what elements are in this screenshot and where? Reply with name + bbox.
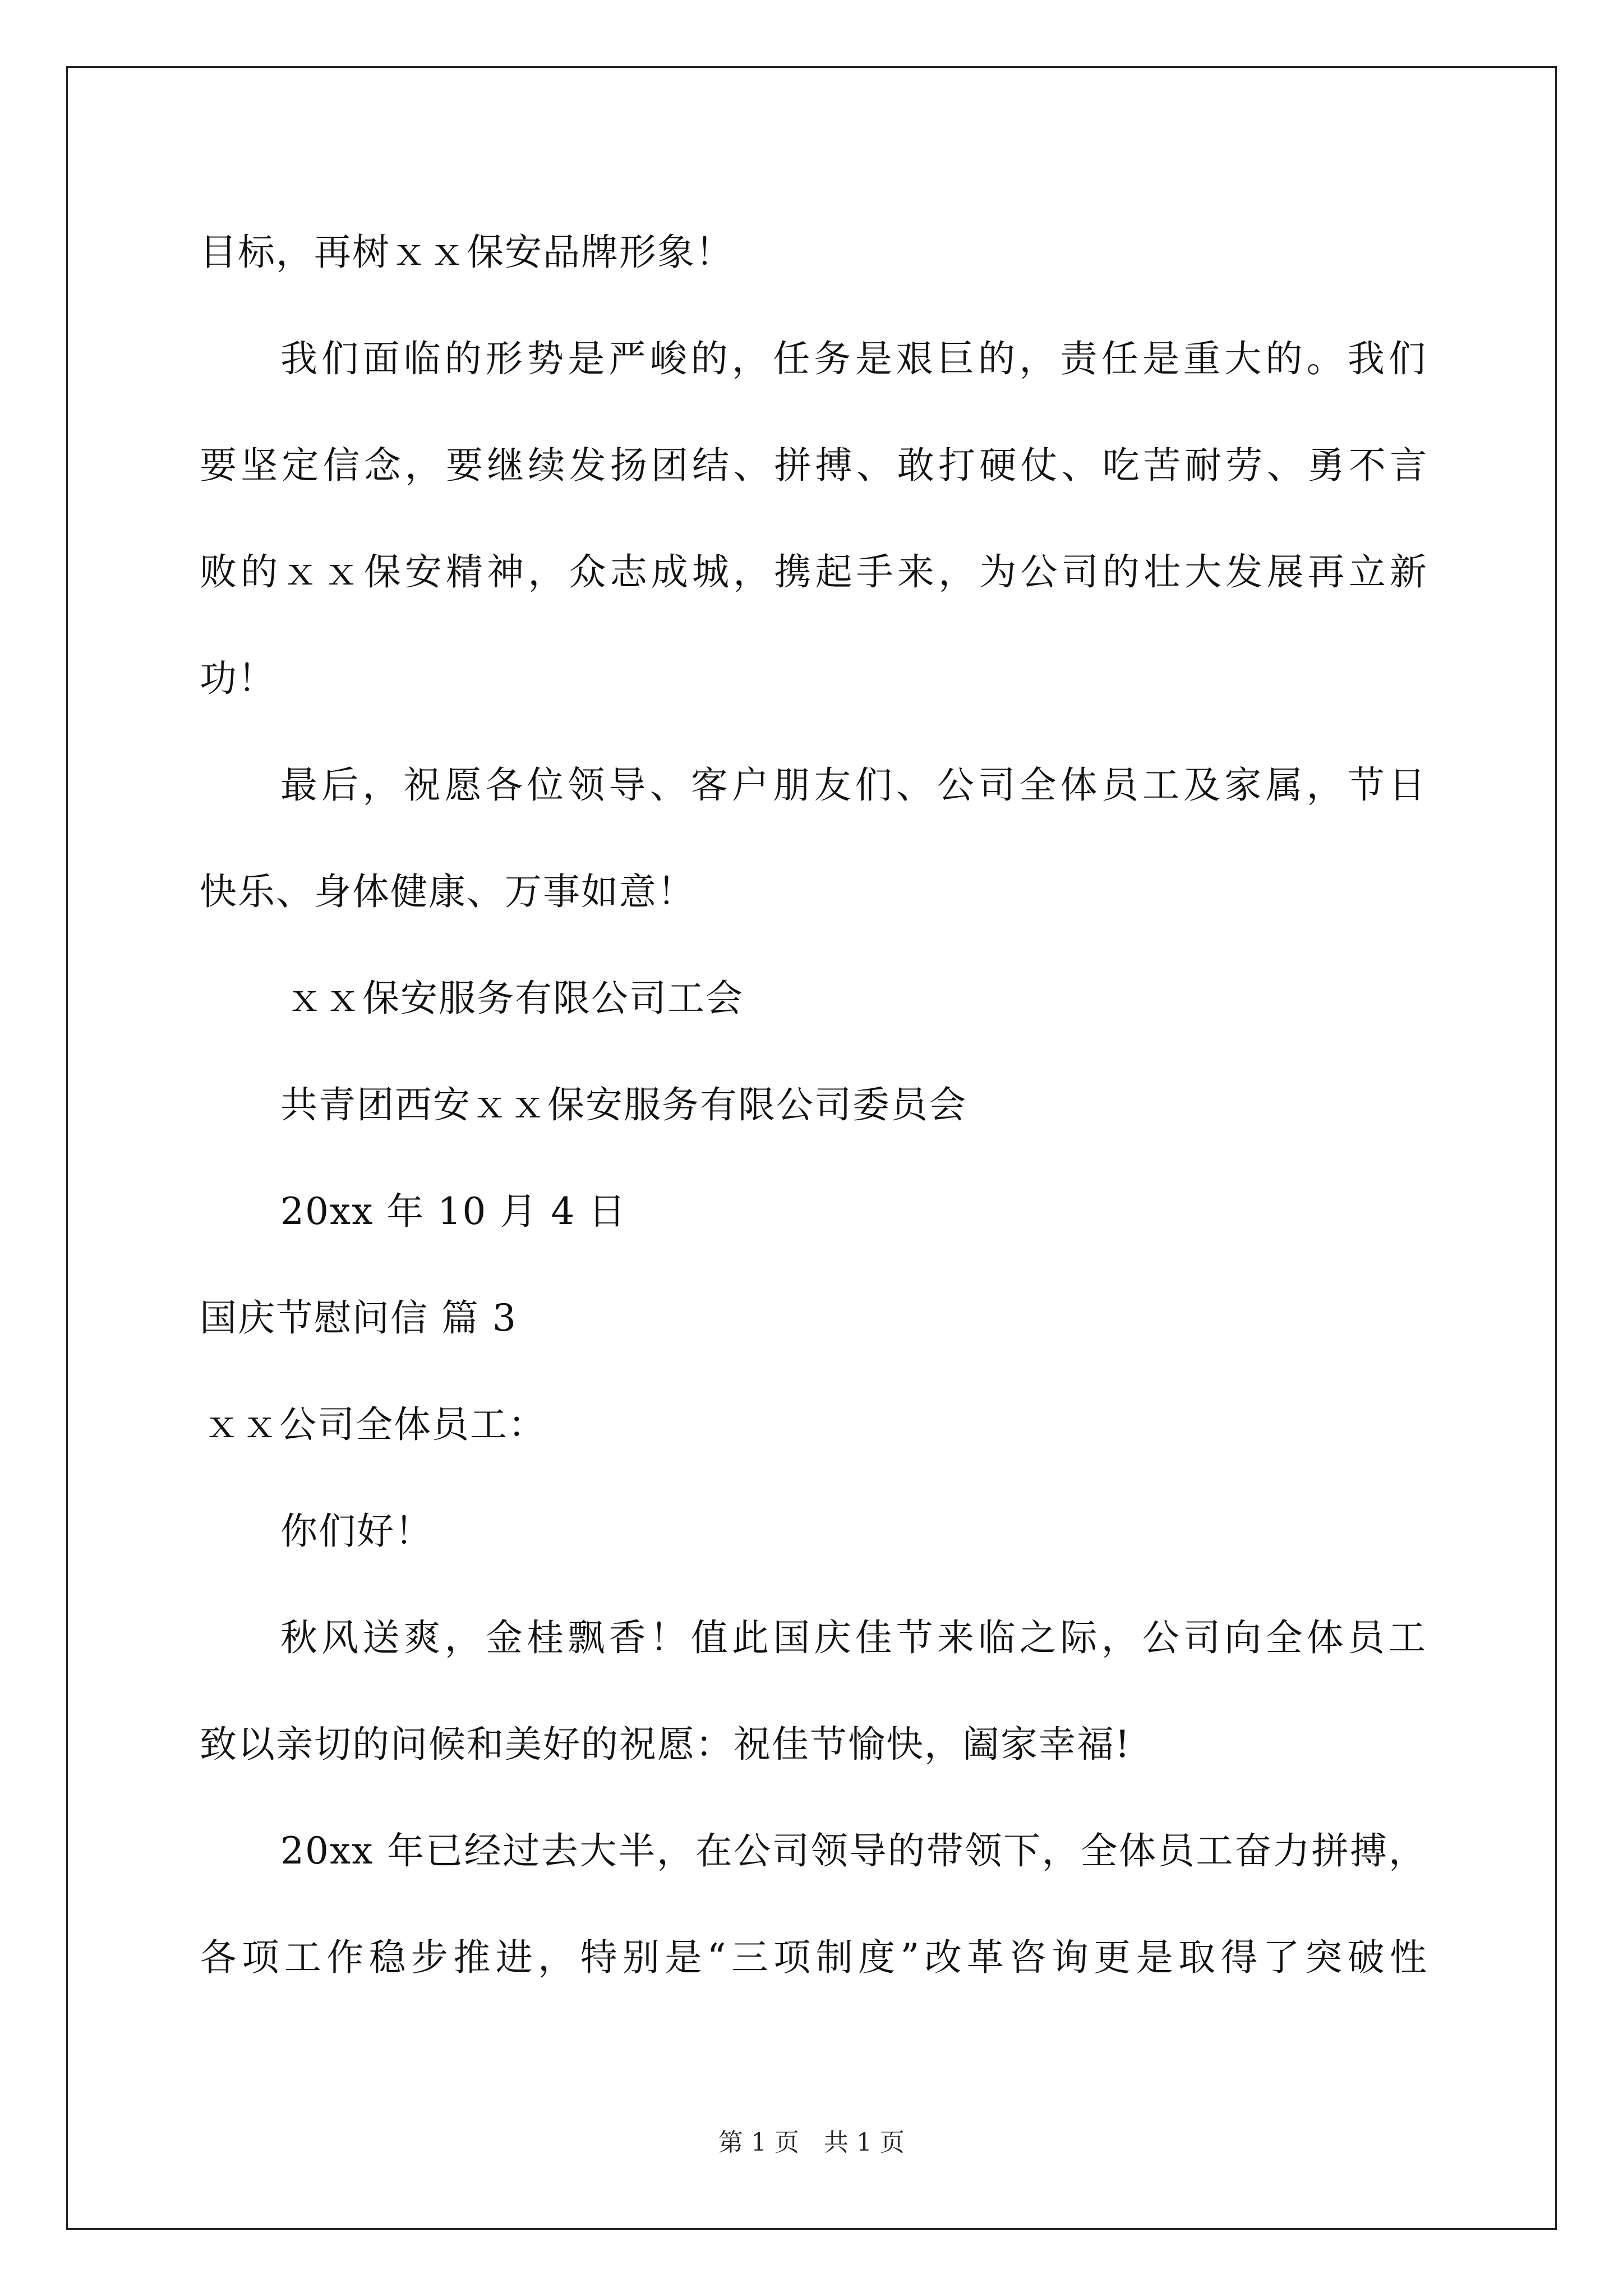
text-line-15: 致以亲切的问候和美好的祝愿：祝佳节愉快，阖家幸福! (200, 1723, 1131, 1766)
signature-league: 共青团西安ｘｘ保安服务有限公司委员会 (280, 1083, 967, 1126)
section-heading: 国庆节慰问信 篇 3 (200, 1296, 517, 1340)
text-line-6: 最后，祝愿各位领导、客户朋友们、公司全体员工及家属，节日 (280, 763, 1427, 807)
page-footer: 第 1 页 共 1 页 (718, 2128, 905, 2157)
text-line-2: 我们面临的形势是严峻的，任务是艰巨的，责任是重大的。我们 (280, 337, 1427, 380)
page-border (66, 66, 1557, 2230)
text-line-3: 要坚定信念，要继续发扬团结、拼搏、敢打硬仗、吃苦耐劳、勇不言 (200, 444, 1428, 487)
text-line-14: 秋风送爽，金桂飘香！值此国庆佳节来临之际，公司向全体员工 (280, 1616, 1427, 1659)
signature-union: ｘｘ保安服务有限公司工会 (286, 977, 744, 1020)
text-line-5: 功！ (200, 657, 276, 700)
text-line-17: 各项工作稳步推进，特别是“三项制度”改革咨询更是取得了突破性 (200, 1936, 1428, 1979)
text-line-4: 败的ｘｘ保安精神，众志成城，携起手来，为公司的壮大发展再立新 (200, 550, 1428, 593)
salutation: ｘｘ公司全体员工： (203, 1403, 546, 1446)
greeting: 你们好！ (280, 1510, 433, 1553)
text-line-16: 20xx 年已经过去大半，在公司领导的带领下，全体员工奋力拼搏， (280, 1829, 1427, 1872)
text-line-1: 目标，再树ｘｘ保安品牌形象！ (200, 231, 734, 274)
text-line-7: 快乐、身体健康、万事如意！ (200, 870, 695, 913)
signature-date: 20xx 年 10 月 4 日 (280, 1190, 627, 1233)
